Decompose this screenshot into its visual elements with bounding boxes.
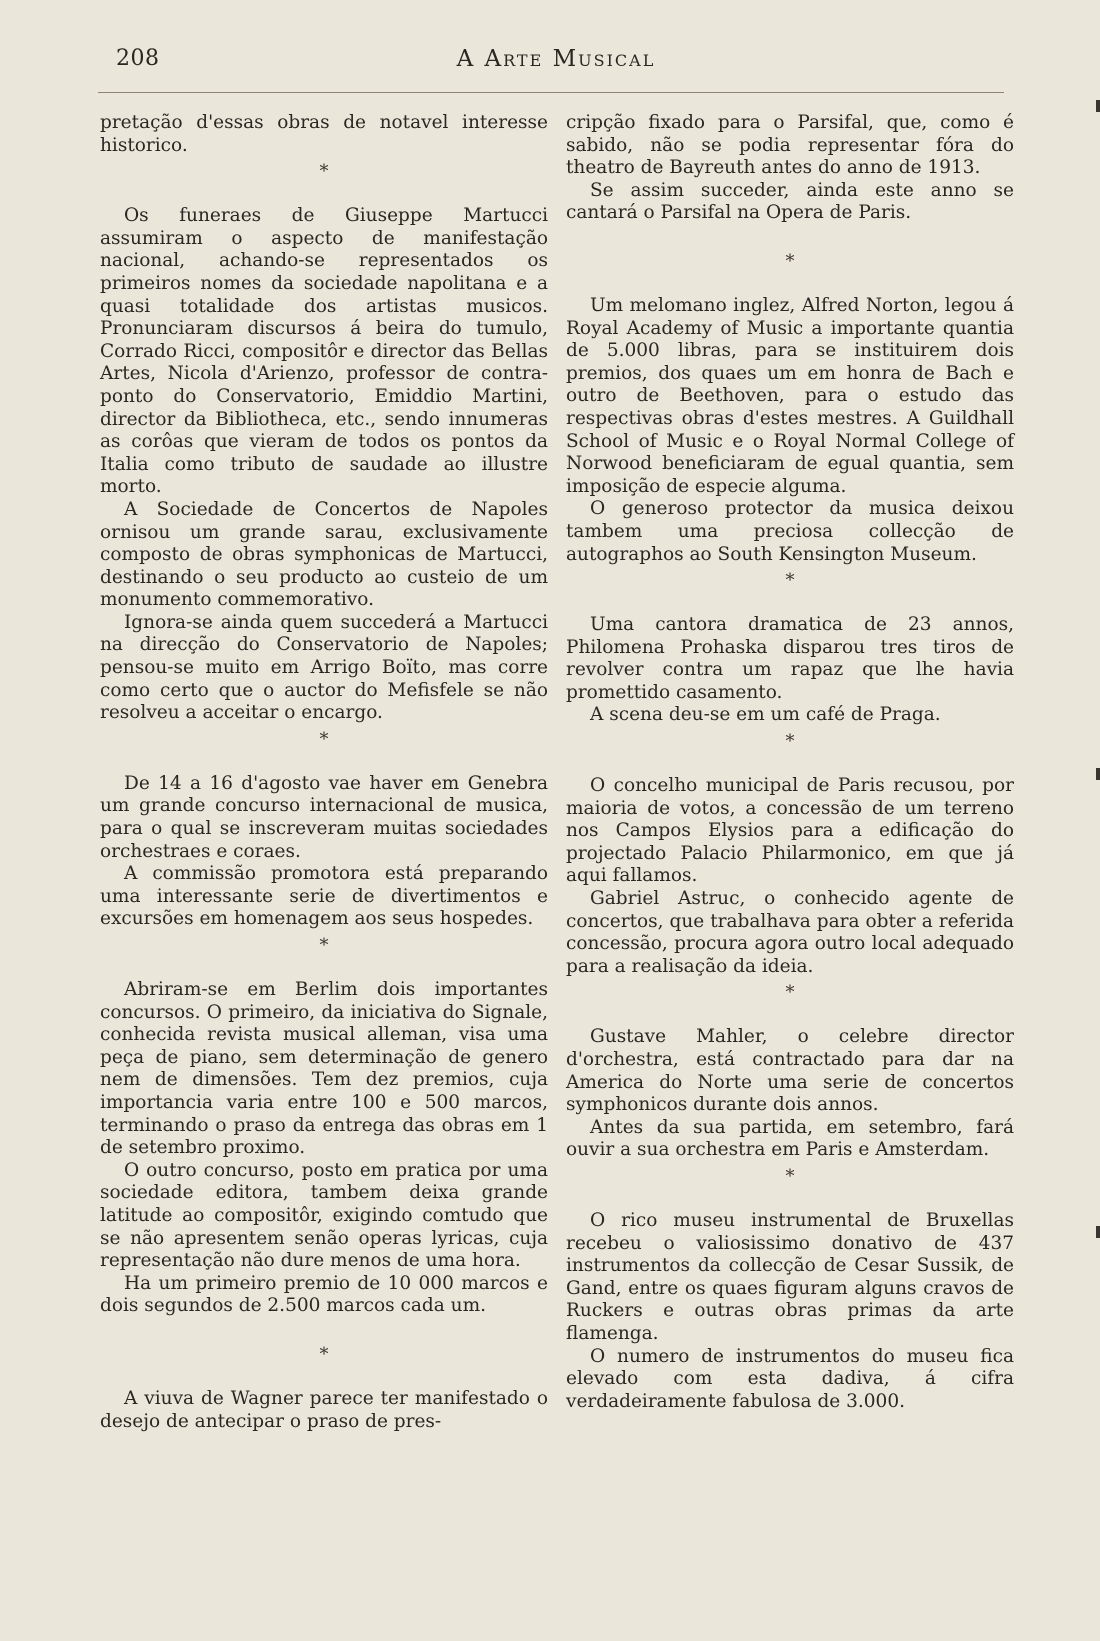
section-separator: *	[785, 570, 795, 592]
paragraph: A viuva de Wagner parece ter manifestado o desejo de antecipar o praso de pres-	[100, 1387, 548, 1432]
section-separator: *	[785, 250, 795, 272]
paragraph: pretação d'essas obras de notavel interesse historico.	[100, 112, 548, 156]
journal-title: A Arte Musical	[456, 46, 656, 72]
section-separator: *	[785, 982, 795, 1004]
paragraph: Uma cantora dramatica de 23 annos, Philomena Prohaska disparou tres tiros de revolver contra um rapaz que lhe havia promettido casamento.	[566, 614, 1014, 703]
paragraph: O generoso protector da musica deixou tambem uma preciosa collecção de autographos ao South Kensington Museum.	[566, 498, 1014, 565]
left-column	[100, 112, 548, 1433]
paragraph: O numero de instrumentos do museu fica elevado com esta dadiva, á cifra verdadeiramente fabulosa de 3.000.	[566, 1345, 1014, 1412]
paragraph: Gabriel Astruc, o conhecido agente de concertos, que trabalhava para obter a referida concessão, procura agora outro local adequado para a realisação da ideia.	[566, 888, 1014, 977]
paragraph: Ignora-se ainda quem succederá a Martucci na direcção do Conservatorio de Napoles; pensou-se muito em Arrigo Boïto, mas corre como certo que o auctor do Mefisfele se não resolveu a acceitar o encargo.	[100, 611, 548, 724]
section-separator: *	[785, 731, 795, 753]
paragraph: De 14 a 16 d'agosto vae haver em Genebra um grande concurso internacional de musica, para o qual se inscreveram muitas sociedades orchestraes e coraes.	[100, 772, 548, 862]
paragraph: A commissão promotora está preparando uma interessante serie de divertimentos e excursões em homenagem aos seus hospedes.	[100, 863, 548, 930]
paragraph: Abriram-se em Berlim dois importantes concursos. O primeiro, da iniciativa do Signale, conhecida revista musical alleman, visa uma peça de piano, sem determinação de genero nem de dimensões. Tem dez premios, cuja importancia varia entre 100 e 500 marcos, terminando o praso da entrega das obras em 1 de setembro proximo.	[100, 979, 548, 1159]
scan-edge-mark	[1096, 1226, 1100, 1238]
section-separator: *	[319, 728, 329, 750]
header-rule	[98, 92, 1004, 93]
page-number: 208	[116, 46, 160, 71]
section-separator: *	[319, 935, 329, 956]
paragraph: Os funeraes de Giuseppe Martucci assumiram o aspecto de manifestação nacional, achando-se representados os primeiros nomes da sociedade napolitana e a quasi totalidade dos artistas musicos. Pronunciaram discursos á beira do tumulo, Corrado Ricci, compositôr e director das Bellas Artes, Nicola d'Arienzo, professor de contra-ponto do Conservatorio, Emiddio Martini, director da Bibliotheca, etc., sendo innumeras as corôas que vieram de todos os pontos da Italia como tributo de saudade ao illustre morto.	[100, 205, 548, 498]
right-column	[566, 112, 1014, 1413]
paragraph: Ha um primeiro premio de 10 000 marcos e dois segundos de 2.500 marcos cada um.	[100, 1272, 548, 1317]
section-separator: *	[785, 1165, 795, 1187]
paragraph: Antes da sua partida, em setembro, fará ouvir a sua orchestra em Paris e Amsterdam.	[566, 1116, 1014, 1161]
paragraph: O outro concurso, posto em pratica por uma sociedade editora, tambem deixa grande latitude ao compositôr, exigindo comtudo que se não apresentem senão operas lyricas, cuja representação não dure menos de uma hora.	[100, 1159, 548, 1272]
section-separator: *	[319, 161, 329, 183]
paragraph: A Sociedade de Concertos de Napoles ornisou um grande sarau, exclusivamente composto de obras symphonicas de Martucci, destinando o seu producto ao custeio de um monumento commemorativo.	[100, 498, 548, 611]
scan-edge-mark	[1096, 100, 1100, 112]
paragraph: O concelho municipal de Paris recusou, por maioria de votos, a concessão de um terreno nos Campos Elysios para a edificação do projectado Palacio Philarmonico, em que já aqui fallamos.	[566, 775, 1014, 887]
paragraph: A scena deu-se em um café de Praga.	[590, 704, 941, 726]
paragraph: cripção fixado para o Parsifal, que, como é sabido, não se podia representar fóra do theatro de Bayreuth antes do anno de 1913.	[566, 112, 1014, 179]
paragraph: Se assim succeder, ainda este anno se cantará o Parsifal na Opera de Paris.	[566, 179, 1014, 224]
paragraph: Um melomano inglez, Alfred Norton, legou á Royal Academy of Music a importante quantia de 5.000 libras, para se instituirem dois premios, dos quaes um em honra de Bach e outro de Beethoven, para o estudo das respectivas obras d'estes mestres. A Guildhall School of Music e o Royal Normal College of Norwood beneficiaram de egual quantia, sem imposição de especie alguma.	[566, 294, 1014, 497]
paragraph: Gustave Mahler, o celebre director d'orchestra, está contractado para dar na America do Norte uma serie de concertos symphonicos durante dois annos.	[566, 1026, 1014, 1116]
page-header	[116, 46, 996, 82]
paragraph: O rico museu instrumental de Bruxellas recebeu o valiosissimo donativo de 437 instrumentos da collecção de Cesar Sussik, de Gand, entre os quaes figuram alguns cravos de Ruckers e outras obras primas da arte flamenga.	[566, 1209, 1014, 1344]
scan-edge-mark	[1096, 768, 1100, 780]
section-separator: *	[319, 1343, 329, 1365]
